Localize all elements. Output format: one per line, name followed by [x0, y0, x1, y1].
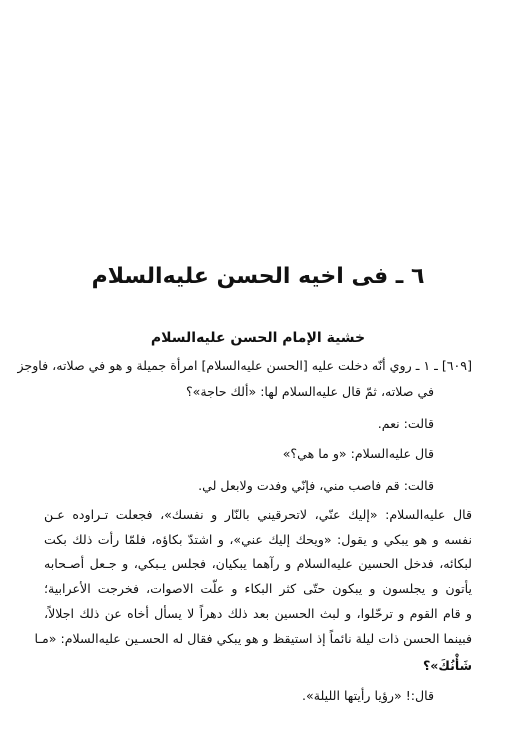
paragraph-line: قال علیه‌السلام: «و ما هي؟»: [282, 446, 434, 461]
paragraph-line: قالت: نعم.: [377, 416, 434, 431]
chapter-title: ٦ ـ فی اخیه الحسن علیه‌السلام: [91, 264, 425, 289]
paragraph-line: لبكائه، فدخل الحسين علیه‌السلام و رآهما يبكيان، فجلس يـبكي، و جـعل أصـحابه: [44, 556, 472, 571]
paragraph-line: [٦٠٩] ـ ١ ـ روي أنّه دخلت عليه [الحسن علیه‌السلام] امرأة جميلة و هو في صلاته، فاوجز: [17, 358, 472, 373]
paragraph-line: قال:! «رؤيا رأيتها الليلة».: [302, 688, 434, 703]
paragraph-line: قالت: قم فاصب مني، فإنّي وفدت ولابعل لي.: [198, 478, 434, 493]
section-title: خشية الإمام الحسن علیه‌السلام: [150, 330, 366, 346]
paragraph-line: في صلاته، ثمّ قال علیه‌السلام لها: «ألك حاجة»؟: [185, 384, 434, 399]
paragraph-line: فبينما الحسن ذات ليلة نائماً إذ استيقظ و هو يبكي فقال له الحسـين علیه‌السلام: «مـا: [34, 631, 472, 646]
paragraph-line: و قام القوم و ترحّلوا، و لبث الحسين بعد ذلك دهراً لا يسأل أخاه عن ذلك اجلالاً،: [44, 606, 472, 621]
paragraph-line: قال علیه‌السلام: «إليك عنّي، لاتحرقيني بالنّار و نفسك»، فجعلت تـراوده عـن: [44, 507, 472, 522]
paragraph-line: يأتون و يجلسون و يبكون حتّى كثر البكاء و علّت الاصوات، فخرجت الأعرابية؛: [44, 581, 472, 596]
paragraph-line: شَأْنُكَ»؟: [422, 658, 472, 673]
paragraph-line: نفسه و هو يبكي و يقول: «ويحك إليك عني»، و اشتدّ بكاؤه، فلمّا رأت ذلك بكت: [44, 532, 472, 547]
